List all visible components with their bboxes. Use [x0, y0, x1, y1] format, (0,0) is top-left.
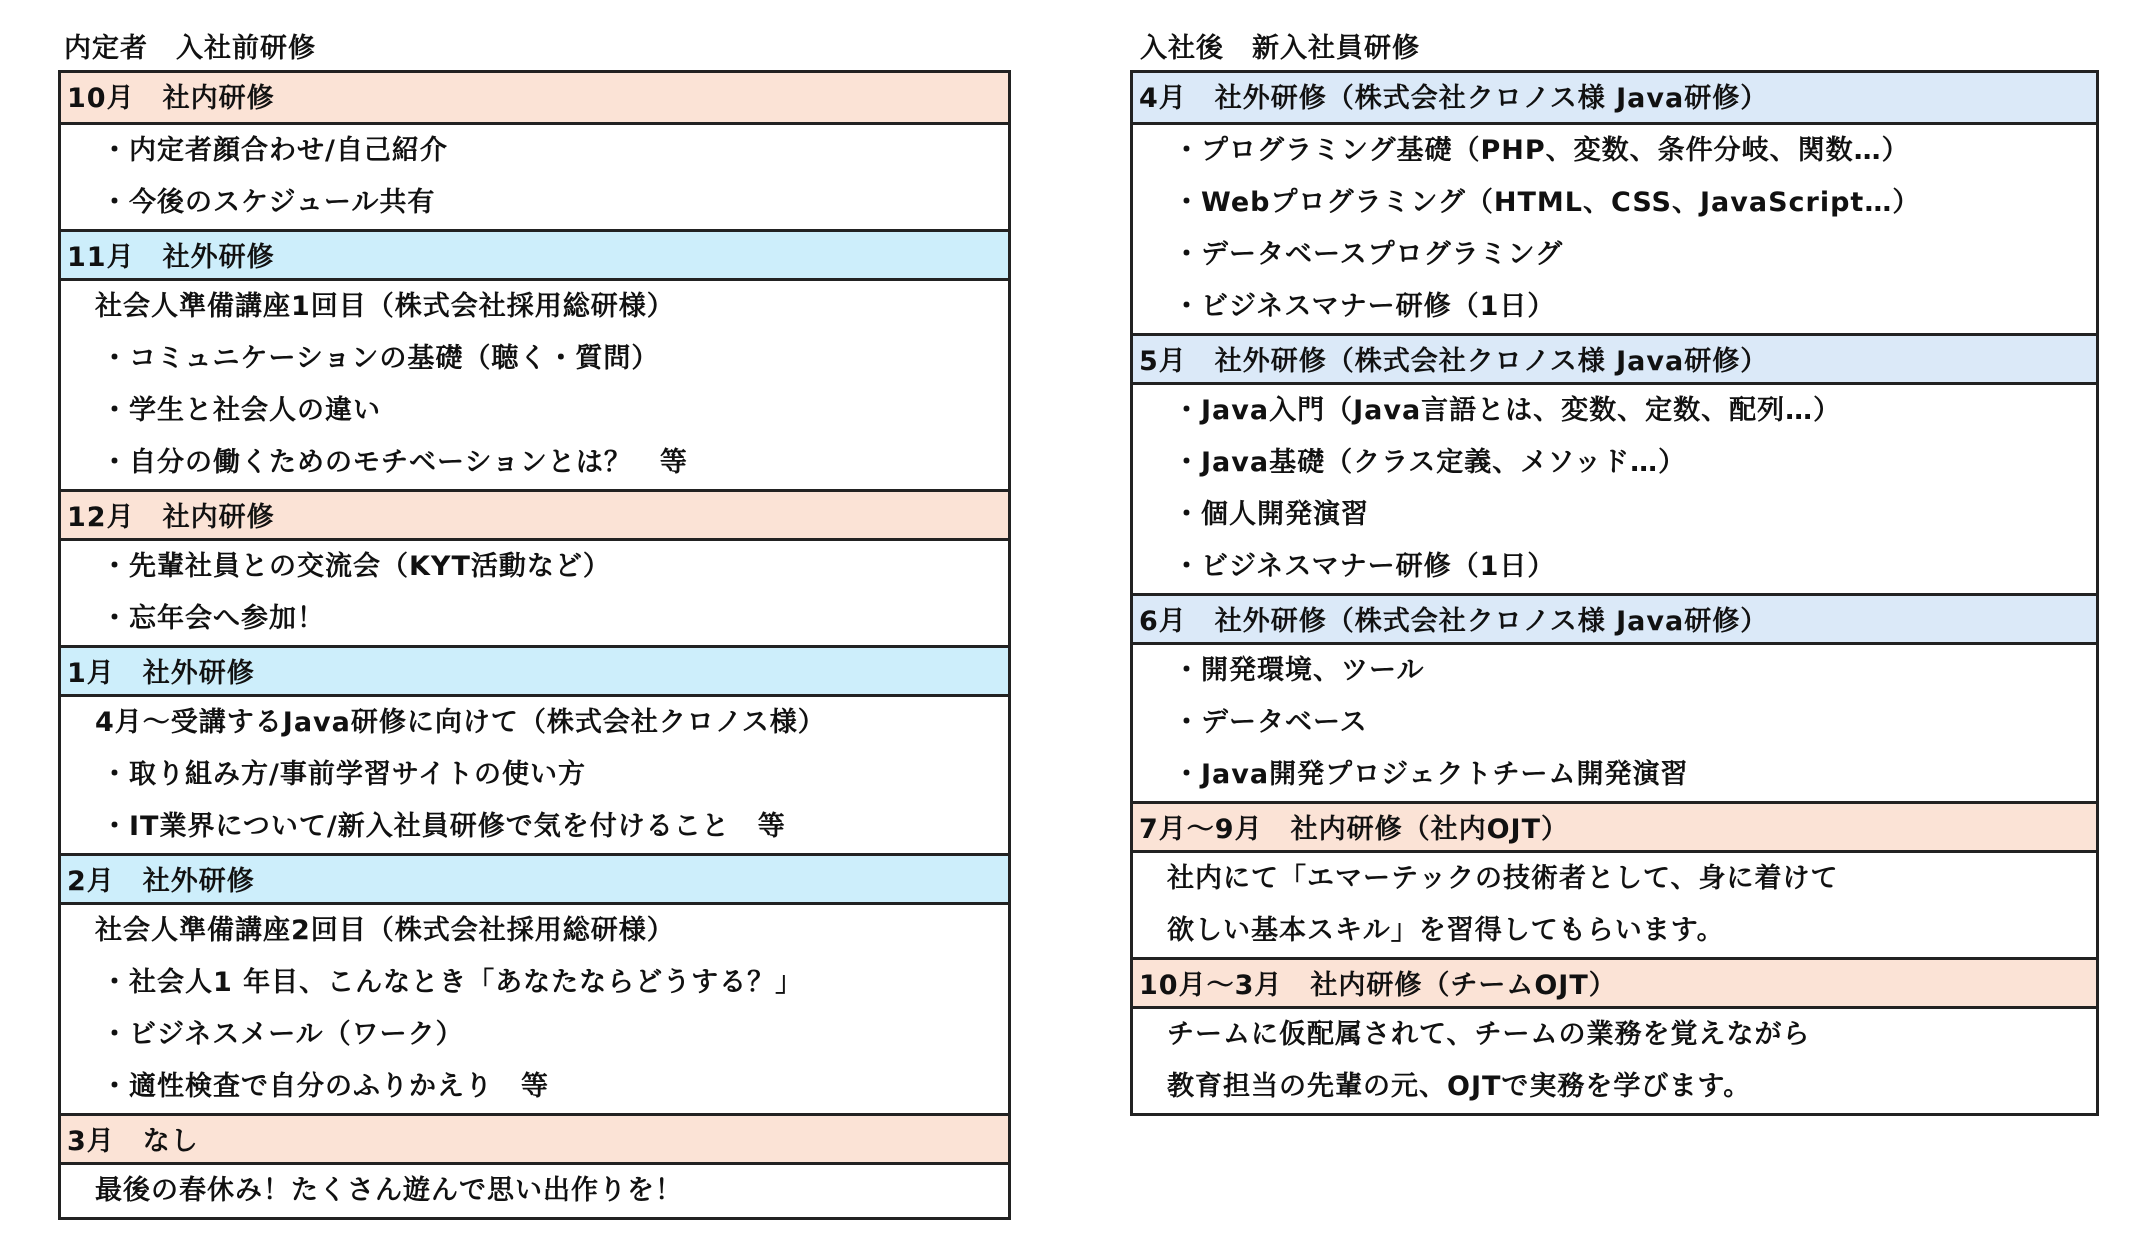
- new-employee-training-table: [1130, 70, 2099, 1116]
- list-item: ・データベースプログラミング: [1173, 239, 1564, 270]
- list-item: ・内定者顔合わせ/自己紹介: [101, 135, 448, 166]
- list-item: 最後の春休み！たくさん遊んで思い出作りを！: [95, 1175, 683, 1206]
- list-item: ・Java入門（Java言語とは、変数、定数、配列…）: [1173, 395, 1842, 426]
- section-header: 2月 社外研修: [61, 853, 1008, 905]
- list-item: ・IT業界について/新入社員研修で気を付けること 等: [101, 811, 786, 842]
- section-header: 3月 なし: [61, 1113, 1008, 1165]
- section-header: 10月～3月 社内研修（チームOJT）: [1133, 957, 2096, 1009]
- list-item: ・先輩社員との交流会（KYT活動など）: [101, 551, 611, 582]
- list-item: ・ビジネスマナー研修（1日）: [1173, 551, 1556, 582]
- list-item: ・個人開発演習: [1173, 499, 1369, 530]
- section-header: 6月 社外研修（株式会社クロノス様 Java研修）: [1133, 593, 2096, 645]
- list-item: ・プログラミング基礎（PHP、変数、条件分岐、関数…）: [1173, 135, 1910, 166]
- list-item: ・忘年会へ参加！: [101, 603, 325, 634]
- right-title: 入社後 新入社員研修: [1140, 33, 1420, 64]
- section-header: 11月 社外研修: [61, 229, 1008, 281]
- section-header: 7月～9月 社内研修（社内OJT）: [1133, 801, 2096, 853]
- list-item: ・ビジネスメール（ワーク）: [101, 1019, 464, 1050]
- list-item: ・Webプログラミング（HTML、CSS、JavaScript…）: [1173, 187, 1921, 218]
- list-item: ・自分の働くためのモチベーションとは？ 等: [101, 447, 688, 478]
- list-item: 社内にて「エマーテックの技術者として、身に着けて: [1167, 863, 1839, 894]
- pre-joining-training-table: [58, 70, 1011, 1220]
- left-title: 内定者 入社前研修: [64, 33, 316, 64]
- list-item: ・適性検査で自分のふりかえり 等: [101, 1071, 549, 1102]
- list-item: ・Java基礎（クラス定義、メソッド…）: [1173, 447, 1687, 478]
- list-item: ・学生と社会人の違い: [101, 395, 381, 426]
- list-item: 4月～受講するJava研修に向けて（株式会社クロノス様）: [95, 707, 826, 738]
- list-item: ・開発環境、ツール: [1173, 655, 1425, 686]
- list-item: チームに仮配属されて、チームの業務を覚えながら: [1167, 1019, 1811, 1050]
- list-item: 欲しい基本スキル」を習得してもらいます。: [1167, 915, 1725, 946]
- list-item: ・取り組み方/事前学習サイトの使い方: [101, 759, 586, 790]
- section-header: 1月 社外研修: [61, 645, 1008, 697]
- section-header: 10月 社内研修: [61, 73, 1008, 125]
- list-item: ・社会人1 年目、こんなとき「あなたならどうする？」: [101, 967, 804, 998]
- section-header: 12月 社内研修: [61, 489, 1008, 541]
- list-item: ・今後のスケジュール共有: [101, 187, 436, 218]
- list-item: 社会人準備講座1回目（株式会社採用総研様）: [95, 291, 675, 322]
- list-item: 教育担当の先輩の元、OJTで実務を学びます。: [1167, 1071, 1752, 1102]
- list-item: ・コミュニケーションの基礎（聴く・質問）: [101, 343, 660, 374]
- section-header: 4月 社外研修（株式会社クロノス様 Java研修）: [1133, 73, 2096, 125]
- list-item: 社会人準備講座2回目（株式会社採用総研様）: [95, 915, 675, 946]
- list-item: ・Java開発プロジェクトチーム開発演習: [1173, 759, 1689, 790]
- list-item: ・データベース: [1173, 707, 1368, 738]
- section-header: 5月 社外研修（株式会社クロノス様 Java研修）: [1133, 333, 2096, 385]
- list-item: ・ビジネスマナー研修（1日）: [1173, 291, 1556, 322]
